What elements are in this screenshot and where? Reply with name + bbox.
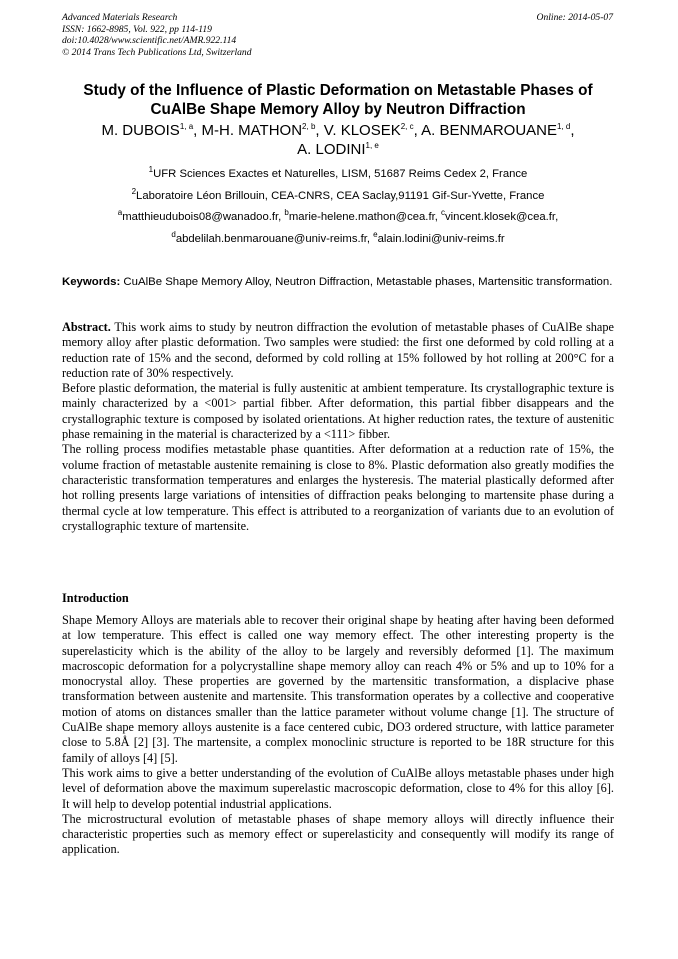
journal-copyright: © 2014 Trans Tech Publications Ltd, Switzerland bbox=[62, 46, 252, 58]
title-line-1: Study of the Influence of Plastic Deformation on Metastable Phases of bbox=[83, 82, 593, 99]
abstract-paragraph-1 bbox=[62, 320, 614, 381]
author-sup: 1, a bbox=[179, 122, 194, 131]
email-sup: e bbox=[373, 230, 378, 240]
intro-paragraph-3: The microstructural evolution of metastable phases of shape memory alloys will directly influence their characteristic properties such as memory effect or superelasticity and consequently will modify its range of application. bbox=[62, 811, 614, 857]
author-name: A. LODINI bbox=[297, 140, 366, 158]
affiliation-2 bbox=[62, 189, 614, 203]
author-sep: , bbox=[193, 122, 202, 139]
abstract-paragraph-2: Before plastic deformation, the material is fully austenitic at ambient temperature. Its crystallographic texture is mainly characterized by a <001> partial fibber. After deformation, this partial fibber disappears and the crystallographic texture is composed by isolated orientations. At higher reduction rates, the texture of austenitic phase remaining in the material is characterized by a <111> fibber. bbox=[62, 381, 614, 442]
email-sup: a bbox=[117, 208, 123, 218]
introduction-body bbox=[62, 613, 614, 858]
email-e[interactable]: alain.lodini@univ-reims.fr bbox=[377, 233, 505, 245]
author-sep: , bbox=[413, 122, 422, 139]
paper-title bbox=[62, 81, 614, 119]
email-sup: c bbox=[441, 208, 446, 218]
keywords-label: Keywords: bbox=[62, 276, 121, 288]
email-c[interactable]: vincent.klosek@cea.fr, bbox=[445, 211, 559, 223]
introduction-heading: Introduction bbox=[62, 591, 129, 605]
abstract-text: This work aims to study by neutron diffraction the evolution of metastable phases of CuAlBe shape memory alloy after plastic deformation. Two samples were studied: the first one deformed by cold rolling at a reduction rate of 15% and the second, deformed by cold rolling at 15% followed by hot rolling at 200°C for a reduction rate of 30% respectively. bbox=[62, 320, 614, 380]
author-sup: 1, e bbox=[365, 140, 379, 150]
author-sep: , bbox=[315, 122, 324, 139]
author-name: A. BENMAROUANE bbox=[421, 122, 558, 139]
author-sup: 2, c bbox=[400, 122, 414, 131]
author-sup: 1, d bbox=[557, 122, 571, 131]
email-line-2 bbox=[62, 232, 614, 246]
online-date: Online: 2014-05-07 bbox=[536, 12, 613, 23]
affiliation-sup: 1 bbox=[148, 165, 154, 175]
keywords-text: CuAlBe Shape Memory Alloy, Neutron Diffraction, Metastable phases, Martensitic transformation. bbox=[123, 276, 613, 288]
email-line-1 bbox=[62, 210, 614, 224]
author-name: M. DUBOIS bbox=[101, 122, 180, 139]
intro-paragraph-2: This work aims to give a better understanding of the evolution of CuAlBe alloys metastable phases under high level of deformation above the maximum superelastic macroscopic deformation, close to 4% for this alloy [6]. It will help to develop potential industrial applications. bbox=[62, 765, 614, 811]
email-d[interactable]: abdelilah.benmarouane@univ-reims.fr, bbox=[175, 233, 371, 245]
affiliation-text: Laboratoire Léon Brillouin, CEA-CNRS, CEA Saclay,91191 Gif-Sur-Yvette, France bbox=[136, 190, 545, 202]
keywords bbox=[62, 275, 614, 289]
author-name: M-H. MATHON bbox=[201, 122, 303, 139]
abstract bbox=[62, 320, 614, 534]
affiliation-1 bbox=[62, 167, 614, 181]
email-sup: b bbox=[284, 208, 289, 218]
intro-paragraph-1: Shape Memory Alloys are materials able to recover their original shape by heating after having been deformed at low temperature. This effect is called one way memory effect. The other interesting property is the superelasticity which is the ability of the alloy to be largely and reversibly deformed [1]. The maximum macroscopic deformation for a polycrystalline shape memory alloy can reach 4% or 5% and up to 10% for a monocrystal alloy. These properties are governed by the martensitic transformation, a displacive phase transformation between austenite and martensite. This transformation operates by a collective and cooperative motion of atoms on distances smaller than the lattice parameter without volume change [1]. The structure of CuAlBe shape memory alloys austenite is a face centered cubic, DO3 ordered structure, with lattice parameter close to 5.8Å [2] [3]. The martensite, a complex monoclinic structure is reported to be 18R structure for this family of alloys [4] [5]. bbox=[62, 613, 614, 765]
journal-header bbox=[62, 12, 382, 58]
email-sup: d bbox=[171, 230, 176, 240]
abstract-paragraph-3: The rolling process modifies metastable phase quantities. After deformation at a reduction rate of 15%, the volume fraction of metastable austenite remaining is close to 8%. Plastic deformation also greatly modifies the characteristic transformation temperatures and enlarges the hysteresis. The material plastically deformed after hot rolling presents large variations of intensities of diffraction peaks belonging to martensite phase during a thermal cycle at low temperature. This effect is attributed to a reorganization of variants due to an evolution of crystallographic texture of martensite. bbox=[62, 442, 614, 533]
abstract-label: Abstract. bbox=[62, 320, 111, 334]
journal-issn: ISSN: 1662-8985, Vol. 922, pp 114-119 bbox=[62, 23, 212, 35]
affiliation-sup: 2 bbox=[131, 187, 137, 197]
author-list bbox=[62, 122, 614, 159]
journal-doi: doi:10.4028/www.scientific.net/AMR.922.114 bbox=[62, 35, 237, 47]
affiliation-text: UFR Sciences Exactes et Naturelles, LISM, 51687 Reims Cedex 2, France bbox=[153, 168, 528, 180]
author-sep: , bbox=[570, 122, 575, 139]
email-a[interactable]: matthieudubois08@wanadoo.fr, bbox=[122, 211, 282, 223]
email-b[interactable]: marie-helene.mathon@cea.fr, bbox=[288, 211, 438, 223]
author-name: V. KLOSEK bbox=[323, 122, 401, 139]
title-line-2: CuAlBe Shape Memory Alloy by Neutron Diffraction bbox=[150, 101, 526, 118]
author-sup: 2, b bbox=[302, 122, 316, 131]
journal-name: Advanced Materials Research bbox=[62, 12, 178, 23]
